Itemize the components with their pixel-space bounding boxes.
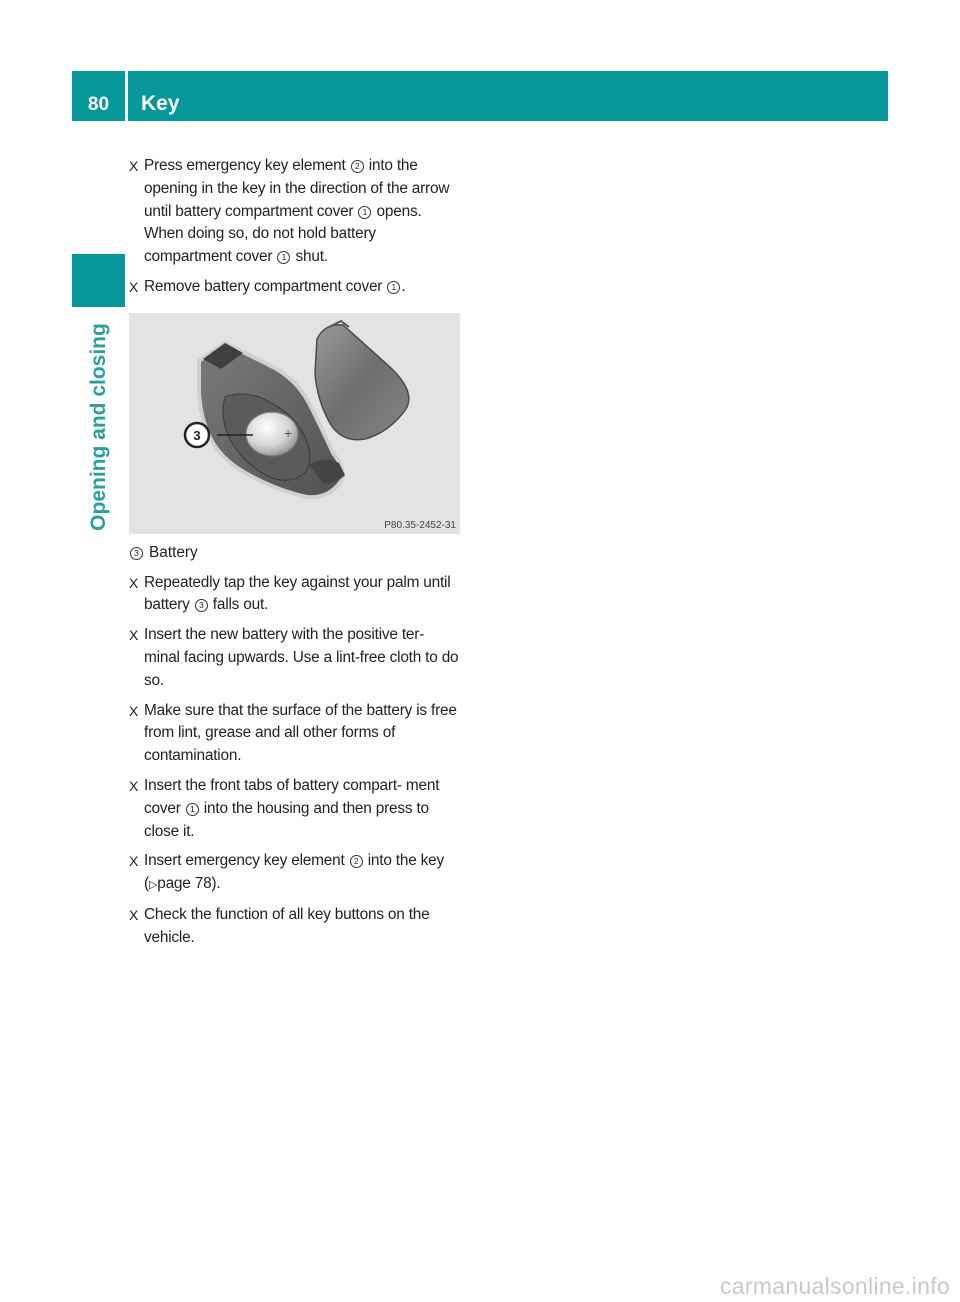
legend-label: Battery [149, 543, 198, 561]
step-text: Remove battery compartment cover [144, 277, 387, 295]
step-text: Repeatedly tap the key against your palm until battery [144, 573, 451, 614]
section-label: Opening and closing [86, 322, 110, 531]
page-title: Key [141, 92, 180, 115]
step-text: Press emergency key element [144, 157, 350, 174]
header-bar [72, 71, 888, 121]
instruction-step [129, 624, 461, 692]
step-text: opens. When doing so, do not hold battery compartment cover [144, 202, 422, 266]
step-text: Insert the new battery with the positive ter- minal facing upwards. Use a lint-free cloth to do so. [144, 626, 459, 689]
item-number-ref: 1 [277, 251, 290, 264]
step-text: . [401, 277, 406, 295]
compartment-cover [315, 325, 409, 440]
instruction-step [129, 700, 461, 768]
section-tab [72, 309, 125, 544]
page-number: 80 [87, 94, 110, 115]
instruction-step [129, 904, 461, 950]
step-marker-icon: X [129, 627, 139, 644]
step-text: into the opening in the key in the direction of the arrow until battery compartment cover [144, 157, 450, 220]
step-text: shut. [291, 248, 328, 266]
item-number-ref: 2 [350, 855, 363, 868]
step-text: Make sure that the surface of the battery is free from lint, grease and all other forms of contamination. [144, 701, 457, 765]
item-number-ref: 1 [186, 803, 199, 816]
item-number-ref: 1 [387, 281, 400, 294]
step-marker-icon: X [129, 906, 139, 923]
instruction-step [129, 775, 461, 843]
watermark: carmanualsonline.info [719, 1273, 950, 1299]
item-number-ref: 2 [351, 160, 364, 173]
step-text: into the housing and then press to close it. [144, 799, 429, 840]
figure-legend [129, 542, 461, 565]
instruction-step [129, 276, 461, 299]
figure-code: P80.35-2452-31 [384, 519, 456, 531]
step-text: Insert the front tabs of battery compart- ment cover [144, 776, 440, 817]
step-text: Check the function of all key buttons on the vehicle. [144, 905, 430, 946]
step-marker-icon: X [129, 158, 139, 174]
main-content [129, 155, 461, 957]
instruction-step [129, 155, 461, 269]
steps-after [129, 572, 461, 950]
step-text: Insert emergency key element [144, 852, 349, 870]
step-text: page 78). [157, 875, 221, 893]
step-marker-icon: X [129, 278, 139, 295]
battery-plus-mark: + [284, 424, 293, 441]
item-number-ref: 1 [358, 206, 371, 219]
step-marker-icon: X [129, 574, 139, 591]
instruction-step [129, 850, 461, 897]
legend-number: 3 [130, 547, 143, 560]
step-marker-icon: X [129, 702, 139, 719]
steps-before [129, 155, 461, 299]
step-text: into the key ( [144, 852, 445, 893]
battery-figure [129, 313, 460, 534]
header-divider [125, 71, 128, 121]
step-marker-icon: X [129, 853, 139, 870]
step-text: falls out. [208, 596, 269, 614]
page-ref-arrow-icon: ▷ [148, 879, 158, 892]
section-marker [72, 254, 125, 307]
key-illustration [129, 313, 460, 534]
callout-number: 3 [193, 427, 201, 443]
instruction-step [129, 572, 461, 618]
step-marker-icon: X [129, 777, 139, 794]
item-number-ref: 3 [195, 599, 208, 612]
